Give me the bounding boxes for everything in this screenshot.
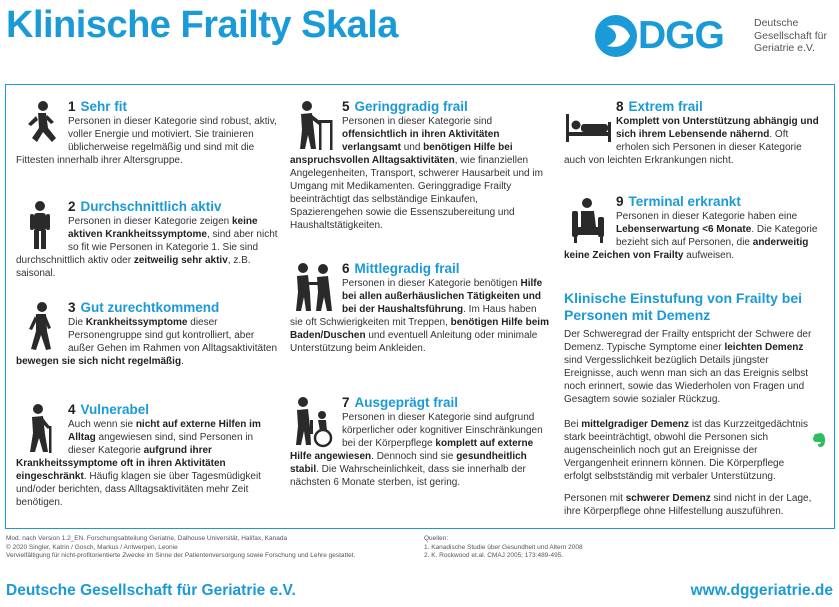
category-9 (564, 193, 820, 262)
body-text: Der Schweregrad der Frailty entspricht der Schwere der Demenz. Typische Symptome einer (564, 329, 812, 353)
body-text: Personen in dieser Kategorie sind robust, aktiv, voller Energie und motiviert. Sie trainieren üblicherweise regelmäßig und sind mit die Fittesten innerhalb ihrer Altersgruppe. (16, 116, 277, 166)
evernote-icon[interactable] (812, 432, 826, 448)
body-text: ist das Kurzzeitgedächtnis stark beeinträchtigt, obwohl die Personen sich augenscheinlich noch gut an Ereignisse der Vergangenheit erinnern können. Die Körperpflege erfolgt selbstständig mit verbaler Unterstützung. (564, 419, 808, 482)
dementia-paragraph-severe (564, 492, 814, 518)
emphasis-text: gesundheitlich stabil (290, 451, 527, 475)
walking-person-icon (16, 299, 64, 353)
category-title: Extrem frail (628, 99, 703, 114)
bed-icon (564, 98, 612, 152)
footnote-credits: Mod. nach Version 1.2_EN. Forschungsabteilung Geriatrie, Dalhouse Universität, Halifax, Kanada © 2020 Singler, Katrin / Gosch, Markus / Antwerpen, Leonie Vervielfältigung für nicht-profitorientierte Zwecke im Sinne der Patientenversorgung sowie Forschung und Lehre gestattet. (6, 535, 356, 559)
emphasis-text: komplett auf externe Hilfe angewiesen (290, 438, 534, 462)
body-text: sind Vergesslichkeit bezüglich Details jüngster Ereignisse, auch wenn man sich an das Ereignis selbst noch erinnert, sowie das Wiederholen von Fragen und Gesagtem sowie sozialer Rückzug. (564, 355, 809, 405)
emphasis-text: Lebenserwartung <6 Monate (616, 224, 752, 235)
category-number: 4 (68, 402, 76, 417)
armchair-person-icon (564, 193, 612, 247)
body-text: Personen mit (564, 493, 626, 504)
emphasis-text: leichten Demenz (724, 342, 804, 353)
emphasis-text: Komplett von Unterstützung abhängig und sich ihrem Lebensende nähernd (616, 116, 819, 140)
running-person-icon (16, 98, 64, 152)
category-7 (290, 394, 552, 489)
body-text: , z.B. saisonal. (16, 255, 251, 279)
body-text: Personen in dieser Kategorie sind (342, 116, 493, 127)
body-text: . (181, 356, 184, 367)
emphasis-text: offensichtlich in ihren Aktivitäten verlangsamt (342, 129, 500, 153)
page-title: Klinische Frailty Skala (6, 4, 398, 46)
category-number: 9 (616, 194, 624, 209)
emphasis-text: mittelgradiger Demenz (581, 419, 690, 430)
person-with-walker-icon (290, 98, 338, 152)
dgg-logo (594, 12, 834, 62)
category-title: Sehr fit (80, 99, 128, 114)
footer-organization: Deutsche Gesellschaft für Geriatrie e.V. (6, 582, 296, 599)
body-text: . Oft erholen sich Personen in dieser Kategorie auch von leichten Erkrankungen nicht. (564, 129, 802, 166)
emphasis-text: anderweitig keine Zeichen von Frailty (564, 237, 809, 261)
body-text: angewiesen sind, sind Personen in dieser Kategorie (68, 432, 254, 456)
category-number: 3 (68, 300, 76, 315)
body-text: und (400, 142, 424, 153)
category-number: 6 (342, 261, 350, 276)
category-5 (290, 98, 552, 232)
footer-website-link[interactable]: www.dggeriatrie.de (690, 582, 833, 599)
body-text: , wie finanziellen Angelegenheiten, Transport, schwerer Hausarbeit und im Umgang mit Medikamenten. Geringgradige Frailty beeinträchtigt das selbständige Einkaufen, Spazierengehen sowie die Essenszubereitung und Haushaltstätigkeiten. (290, 155, 543, 231)
category-4 (16, 401, 278, 509)
body-text: . Dennoch sind sie (371, 451, 457, 462)
wheelchair-icon (290, 394, 338, 448)
body-text: dieser Personengruppe sind gut kontrolliert, aber außer Gehen im Rahmen von Alltagsaktivitäten (68, 317, 277, 354)
emphasis-text: zeitweilig sehr aktiv (133, 255, 228, 266)
emphasis-text: Hilfe bei allen außerhäuslichen Tätigkeiten und bei der Haushaltsführung (342, 278, 543, 315)
emphasis-text: benötigen Hilfe bei anspruchsvollen Alltagsaktivitäten (290, 142, 513, 166)
body-text: , sind aber nicht so fit wie Personen in Kategorie 1. Sie sind durchschnittlich aktiv oder (16, 229, 278, 266)
category-title: Mittlegradig frail (354, 261, 460, 276)
dgg-logo-mark-icon (594, 12, 638, 60)
dgg-logo-subtitle: Deutsche Gesellschaft für Geriatrie e.V. (754, 17, 827, 54)
emphasis-text: keine aktiven Krankheitssymptome (68, 216, 258, 240)
category-number: 8 (616, 99, 624, 114)
category-number: 5 (342, 99, 350, 114)
body-text: Die (68, 317, 86, 328)
category-title: Vulnerabel (80, 402, 150, 417)
body-text: Bei (564, 419, 582, 430)
emphasis-text: aufgrund ihrer Krankheitssymptome oft in ihren Aktivitäten eingeschränkt (16, 445, 226, 482)
category-title: Terminal erkrankt (628, 194, 741, 209)
emphasis-text: schwerer Demenz (625, 493, 711, 504)
category-6 (290, 260, 552, 355)
dementia-paragraph-moderate (564, 418, 814, 483)
body-text: . Im Haus haben sie oft Schwierigkeiten mit Treppen, (290, 304, 537, 328)
body-text: Personen in dieser Kategorie benötigen (342, 278, 521, 289)
emphasis-text: bewegen sie sich nicht regelmäßig (16, 356, 182, 367)
category-title: Durchschnittlich aktiv (80, 199, 222, 214)
person-with-cane-icon (16, 401, 64, 455)
body-text: . Häufig klagen sie über Tagesmüdigkeit und/oder berichten, dass Alltagsaktivitäten mehr Zeit benötigen. (16, 471, 261, 508)
body-text: Personen in dieser Kategorie sind aufgrund körperlicher oder kognitiver Einschränkungen bei der Körperpflege (342, 412, 543, 449)
emphasis-text: benötigen Hilfe beim Baden/Duschen (290, 317, 549, 341)
category-number: 7 (342, 395, 350, 410)
category-number: 2 (68, 199, 76, 214)
category-title: Gut zurechtkommend (80, 300, 220, 315)
dgg-logo-text: DGG (638, 14, 724, 57)
standing-person-icon (16, 198, 64, 252)
emphasis-text: Krankheitssymptome (85, 317, 188, 328)
body-text: und eventuell Anleitung oder minimale Unterstützung beim Ankleiden. (290, 330, 538, 354)
body-text: . Die Kategorie bezieht sich auf Personen, die (616, 224, 818, 248)
emphasis-text: nicht auf externe Hilfen im Alltag (68, 419, 261, 443)
dementia-paragraph-mild (564, 328, 814, 406)
body-text: Personen in dieser Kategorie zeigen (68, 216, 232, 227)
category-3 (16, 299, 278, 368)
category-title: Geringgradig frail (354, 99, 468, 114)
category-number: 1 (68, 99, 76, 114)
footnote-sources: Quellen: 1. Kanadische Studie über Gesundheit und Altern 2008 2. K. Rockwood et.al. CMAJ 2005; 173:489-495. (424, 535, 583, 559)
category-1 (16, 98, 278, 167)
dementia-section-title: Klinische Einstufung von Frailty bei Personen mit Demenz (564, 290, 803, 323)
category-2 (16, 198, 278, 280)
body-text: Auch wenn sie (68, 419, 136, 430)
body-text: Personen in dieser Kategorie haben eine (616, 211, 798, 222)
body-text: aufweisen. (683, 250, 735, 261)
body-text: . Die Wahrscheinlichkeit, dass sie innerhalb der nächsten 6 Monate sterben, ist gering. (290, 464, 526, 488)
category-8 (564, 98, 820, 167)
assisted-walking-icon (290, 260, 338, 314)
category-title: Ausgeprägt frail (354, 395, 459, 410)
body-text: sind nicht in der Lage, ihre Körperpflege ohne Hilfestellung auszuführen. (564, 493, 812, 517)
